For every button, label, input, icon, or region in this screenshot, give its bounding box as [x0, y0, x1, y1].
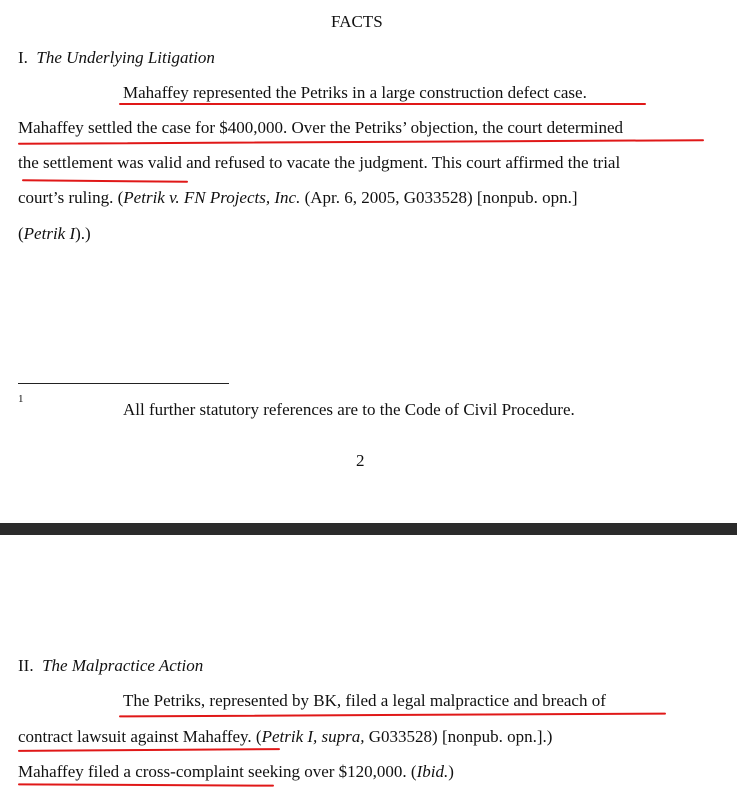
section-1-title — [18, 48, 215, 68]
para1-line4 — [18, 188, 578, 208]
footnote-divider — [18, 383, 229, 384]
para2-line2-text-end: G033528) [nonpub. opn.].) — [364, 727, 553, 746]
para2-line3-text: Mahaffey filed a cross-complaint seeking over $120,000. ( — [18, 762, 417, 781]
section-2-title — [18, 656, 203, 676]
section-1-number: I. — [18, 48, 28, 67]
heading-facts: FACTS — [331, 12, 383, 31]
para2-line3 — [18, 762, 454, 782]
ibid-citation: Ibid. — [416, 762, 449, 781]
section-2-heading: The Malpractice Action — [42, 656, 204, 675]
para2-line3-close: ) — [448, 762, 454, 781]
para1-line4-text-end: (Apr. 6, 2005, G033528) [nonpub. opn.] — [300, 188, 578, 207]
para1-line5 — [18, 224, 91, 244]
page-number: 2 — [356, 451, 365, 470]
section-1-heading: The Underlying Litigation — [36, 48, 215, 67]
footnote-text: All further statutory references are to the Code of Civil Procedure. — [123, 400, 575, 419]
red-underline — [119, 103, 646, 105]
red-underline — [18, 139, 704, 145]
para1-line2: Mahaffey settled the case for $400,000. Over the Petriks’ objection, the court determined — [18, 118, 624, 137]
para2-line2 — [18, 727, 552, 747]
para1-line1: Mahaffey represented the Petriks in a large construction defect case. — [123, 83, 587, 102]
red-underline — [119, 713, 666, 718]
red-underline — [22, 179, 188, 182]
short-citation: Petrik I — [23, 224, 76, 243]
para1-line5-open: ( — [18, 224, 24, 243]
supra-citation: Petrik I, supra, — [261, 727, 365, 746]
red-underline — [18, 783, 274, 786]
red-underline — [18, 748, 280, 752]
para1-line3: the settlement was valid and refused to vacate the judgment. This court affirmed the trial — [18, 153, 621, 172]
para1-line4-text: court’s ruling. ( — [18, 188, 124, 207]
para2-line1: The Petriks, represented by BK, filed a legal malpractice and breach of — [123, 691, 606, 710]
page-separator — [0, 523, 737, 535]
para2-line2-text: contract lawsuit against Mahaffey. ( — [18, 727, 262, 746]
footnote-marker: 1 — [18, 393, 24, 405]
section-2-number: II. — [18, 656, 34, 675]
para1-line5-close: ).) — [75, 224, 91, 243]
case-citation: Petrik v. FN Projects, Inc. — [123, 188, 301, 207]
